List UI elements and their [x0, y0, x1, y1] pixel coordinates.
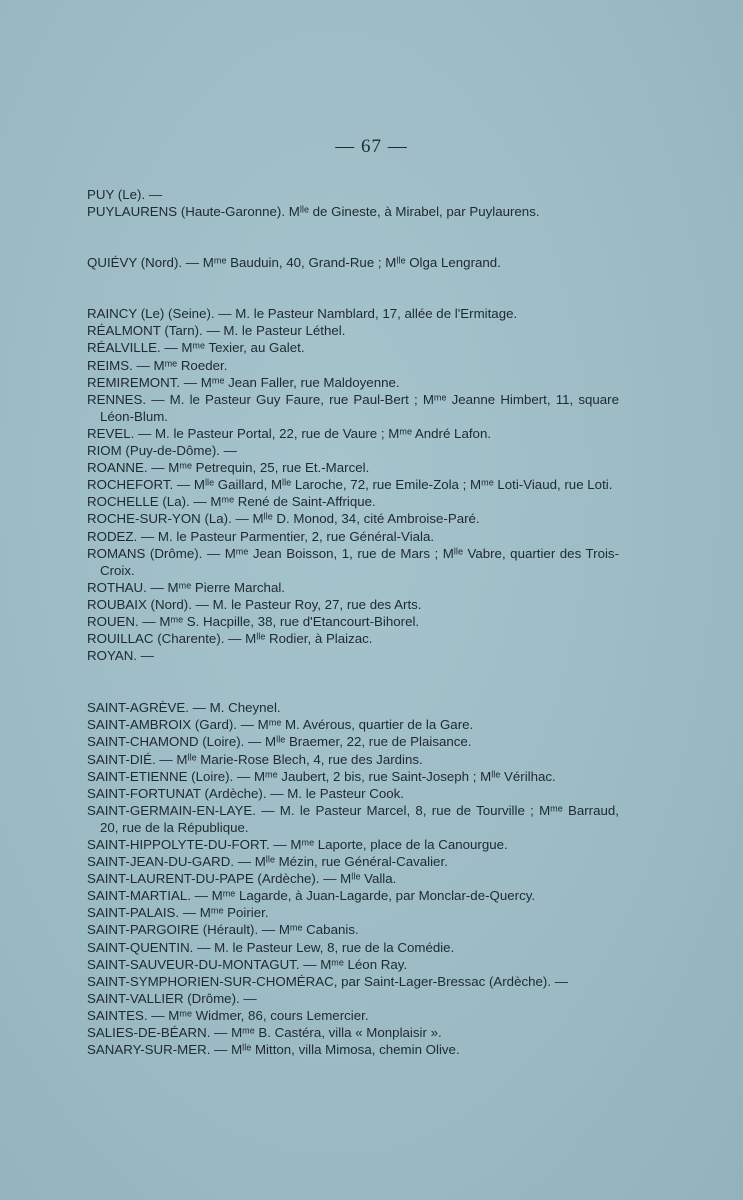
directory-entry: ROANNE. — Mᵐᵉ Petrequin, 25, rue Et.-Marcel.	[87, 460, 370, 476]
directory-entry: ROUBAIX (Nord). — M. le Pasteur Roy, 27, rue des Arts.	[87, 596, 422, 612]
directory-entry: QUIÉVY (Nord). — Mᵐᵉ Bauduin, 40, Grand-Rue ; Mˡˡᵉ Olga Lengrand.	[87, 255, 501, 271]
directory-entry: SAINT-CHAMOND (Loire). — Mˡˡᵉ Braemer, 22, rue de Plaisance.	[87, 734, 472, 750]
directory-entry: ROYAN. —	[87, 648, 154, 664]
directory-entry: ROCHELLE (La). — Mᵐᵉ René de Saint-Affrique.	[87, 494, 376, 510]
directory-entry: ROMANS (Drôme). — Mᵐᵉ Jean Boisson, 1, rue de Mars ; Mˡˡᵉ Vabre, quartier des Trois-Croix.	[87, 545, 619, 578]
directory-entry: SAINT-PALAIS. — Mᵐᵉ Poirier.	[87, 905, 269, 921]
directory-entry: SAINT-VALLIER (Drôme). —	[87, 990, 257, 1006]
directory-entry: SAINT-GERMAIN-EN-LAYE. — M. le Pasteur Marcel, 8, rue de Tourville ; Mᵐᵉ Barraud, 20, rue de la République.	[87, 802, 619, 835]
directory-entry: SAINT-AMBROIX (Gard). — Mᵐᵉ M. Avérous, quartier de la Gare.	[87, 717, 474, 733]
directory-entry: REIMS. — Mᵐᵉ Roeder.	[87, 357, 228, 373]
directory-entry: SAINT-AGRÈVE. — M. Cheynel.	[87, 700, 281, 716]
directory-entry: RAINCY (Le) (Seine). — M. le Pasteur Namblard, 17, allée de l'Ermitage.	[87, 306, 518, 322]
directory-entry: SANARY-SUR-MER. — Mˡˡᵉ Mitton, villa Mimosa, chemin Olive.	[87, 1042, 460, 1058]
section-p	[87, 186, 619, 220]
section-r	[87, 305, 619, 664]
directory-entry: ROTHAU. — Mᵐᵉ Pierre Marchal.	[87, 579, 285, 595]
directory-entry: SAINT-QUENTIN. — M. le Pasteur Lew, 8, rue de la Comédie.	[87, 939, 455, 955]
directory-entry: REMIREMONT. — Mᵐᵉ Jean Faller, rue Maldoyenne.	[87, 374, 400, 390]
directory-listing	[87, 186, 619, 1092]
directory-entry: SAINT-MARTIAL. — Mᵐᵉ Lagarde, à Juan-Lagarde, par Monclar-de-Quercy.	[87, 888, 536, 904]
directory-entry: ROCHE-SUR-YON (La). — Mˡˡᵉ D. Monod, 34, cité Ambroise-Paré.	[87, 511, 480, 527]
directory-entry: SAINTES. — Mᵐᵉ Widmer, 86, cours Lemercier.	[87, 1007, 369, 1023]
directory-entry: SAINT-SAUVEUR-DU-MONTAGUT. — Mᵐᵉ Léon Ray.	[87, 956, 408, 972]
directory-entry: SAINT-LAURENT-DU-PAPE (Ardèche). — Mˡˡᵉ Valla.	[87, 871, 397, 887]
directory-entry: REVEL. — M. le Pasteur Portal, 22, rue de Vaure ; Mᵐᵉ André Lafon.	[87, 425, 492, 441]
directory-entry: RÉALVILLE. — Mᵐᵉ Texier, au Galet.	[87, 340, 305, 356]
directory-entry: SAINT-DIÉ. — Mˡˡᵉ Marie-Rose Blech, 4, rue des Jardins.	[87, 751, 423, 767]
directory-entry: SAINT-JEAN-DU-GARD. — Mˡˡᵉ Mézin, rue Général-Cavalier.	[87, 854, 448, 870]
directory-entry: RODEZ. — M. le Pasteur Parmentier, 2, rue Général-Viala.	[87, 528, 435, 544]
directory-entry: RIOM (Puy-de-Dôme). —	[87, 443, 237, 459]
directory-entry: PUYLAURENS (Haute-Garonne). Mˡˡᵉ de Gineste, à Mirabel, par Puylaurens.	[87, 204, 540, 220]
directory-entry: SAINT-HIPPOLYTE-DU-FORT. — Mᵐᵉ Laporte, place de la Canourgue.	[87, 837, 508, 852]
section-q	[87, 254, 619, 271]
directory-entry: RÉALMONT (Tarn). — M. le Pasteur Léthel.	[87, 323, 346, 339]
directory-entry: SAINT-SYMPHORIEN-SUR-CHOMÉRAC, par Saint-Lager-Bressac (Ardèche). —	[87, 973, 569, 989]
directory-entry: SAINT-PARGOIRE (Hérault). — Mᵐᵉ Cabanis.	[87, 922, 359, 938]
directory-entry: SALIES-DE-BÉARN. — Mᵐᵉ B. Castéra, villa « Monplaisir ».	[87, 1025, 442, 1041]
directory-entry: PUY (Le). —	[87, 187, 163, 202]
page-number: — 67 —	[335, 136, 408, 157]
section-s	[87, 699, 619, 1058]
directory-entry: ROUEN. — Mᵐᵉ S. Hacpille, 38, rue d'Etancourt-Bihorel.	[87, 613, 420, 629]
directory-entry: SAINT-ETIENNE (Loire). — Mᵐᵉ Jaubert, 2 bis, rue Saint-Joseph ; Mˡˡᵉ Vérilhac.	[87, 768, 556, 784]
directory-entry: ROUILLAC (Charente). — Mˡˡᵉ Rodier, à Plaizac.	[87, 631, 373, 647]
directory-entry: ROCHEFORT. — Mˡˡᵉ Gaillard, Mˡˡᵉ Laroche, 72, rue Emile-Zola ; Mᵐᵉ Loti-Viaud, rue Loti.	[87, 477, 613, 493]
directory-entry: SAINT-FORTUNAT (Ardèche). — M. le Pasteur Cook.	[87, 785, 404, 801]
directory-entry: RENNES. — M. le Pasteur Guy Faure, rue Paul-Bert ; Mᵐᵉ Jeanne Himbert, 11, square Léon-Blum.	[87, 391, 619, 424]
